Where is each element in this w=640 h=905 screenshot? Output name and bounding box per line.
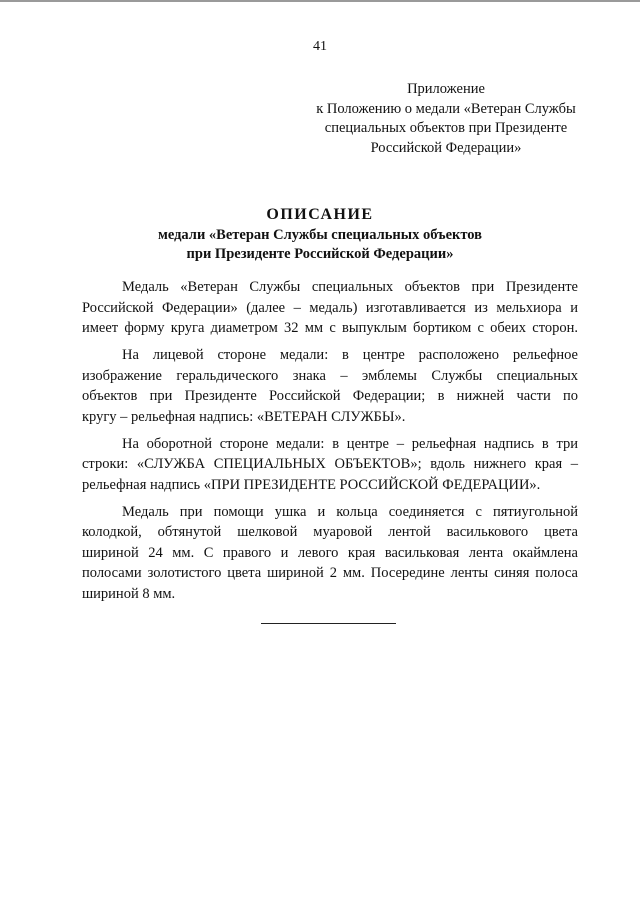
document-title: ОПИСАНИЕ [266, 206, 374, 223]
subtitle-line: медали «Ветеран Службы специальных объектов [157, 227, 483, 243]
body-line: колодкой, обтянутой шелковой муаровой лентой василькового цвета [82, 524, 578, 540]
body-line: кругу – рельефная надпись: «ВЕТЕРАН СЛУЖБЫ». [82, 408, 406, 425]
appendix-line: Российской Федерации» [370, 139, 522, 156]
paragraph-reverse [82, 434, 578, 496]
document-subtitle [0, 226, 640, 264]
body-line: Медаль при помощи ушка и кольца соединяется с пятиугольной [122, 503, 578, 520]
subtitle-line: при Президенте Российской Федерации» [186, 246, 454, 262]
document-body [82, 277, 578, 604]
body-line: объектов при Президенте Российской Федерации; в нижней части по [82, 388, 578, 404]
paragraph-medal-material [82, 277, 578, 339]
body-line: На оборотной стороне медали: в центре – рельефная надпись в три [122, 435, 578, 452]
body-line: полосами золотистого цвета шириной 2 мм. Посередине ленты синяя полоса [82, 565, 578, 581]
body-line: изображение геральдического знака – эмблемы Службы специальных [82, 367, 578, 384]
body-line: Российской Федерации» (далее – медаль) изготавливается из мельхиора и [82, 299, 578, 316]
appendix-line: к Положению о медали «Ветеран Службы [316, 100, 576, 117]
appendix-line: Приложение [407, 81, 485, 97]
top-border-line [0, 0, 640, 2]
body-line: На лицевой стороне медали: в центре расположено рельефное [122, 347, 578, 363]
page-number: 41 [313, 39, 327, 54]
body-line: рельефная надпись «ПРИ ПРЕЗИДЕНТЕ РОССИЙСКОЙ ФЕДЕРАЦИИ». [82, 476, 541, 493]
body-line: Медаль «Ветеран Службы специальных объектов при Президенте [122, 279, 578, 295]
appendix-header [290, 80, 602, 158]
closing-line [261, 623, 396, 624]
body-line: строки: «СЛУЖБА СПЕЦИАЛЬНЫХ ОБЪЕКТОВ»; вдоль нижнего края – [82, 456, 578, 472]
body-line: имеет форму круга диаметром 32 мм с выпуклым бортиком с обеих сторон. [82, 320, 578, 336]
paragraph-ribbon [82, 502, 578, 605]
appendix-line: специальных объектов при Президенте [324, 120, 568, 136]
body-line: шириной 8 мм. [82, 585, 176, 602]
paragraph-obverse [82, 345, 578, 427]
body-line: шириной 24 мм. С правого и левого края васильковая лента окаймлена [82, 544, 578, 561]
